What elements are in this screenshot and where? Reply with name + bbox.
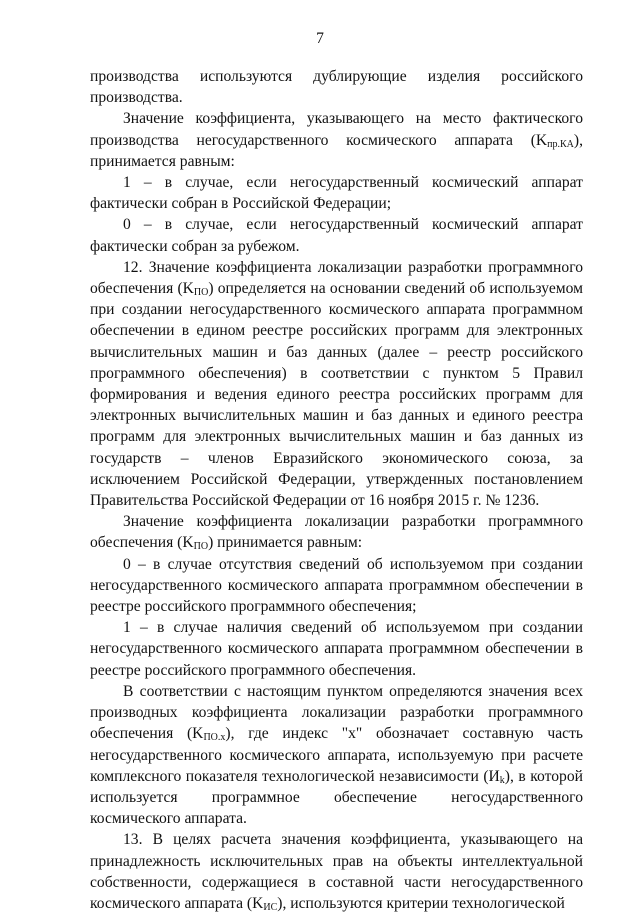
paragraph-value-one-russia: 1 – в случае, если негосударственный космический аппарат фактически собран в Российской Федерации; [90,174,583,213]
paragraph-continuation: производства используются дублирующие изделия российского производства. [90,68,583,107]
paragraph-item-12: 12. Значение коэффициента локализации разработки программного обеспечения $(K_{ПО})$ определяется на основании сведений об используемом при создании негосударственного космического аппарата программном обеспечении в едином реестре российских программ для электронных вычислительных машин и баз данных (далее – реестр российского программного обеспечения) в соответствии с пунктом 5 Правил формирования и ведения единого реестра российских программ для электронных вычислительных машин и баз данных и единого реестра программ для электронных вычислительных машин и баз данных из государств – членов Евразийского экономического союза, за исключением Российской Федерации, утвержденных постановлением Правительства Российской Федерации от 16 ноября 2015 г. № 1236. [90,258,583,510]
paragraph-value-zero-software: 0 – в случае отсутствия сведений об используемом при создании негосударственного космического аппарата программном обеспечении в реестре российского программного обеспечения; [90,555,583,616]
paragraph-software-coefficient: Значение коэффициента локализации разработки программного обеспечения $(K_{ПО})$ принимается равным: [90,513,583,553]
document-body [90,66,583,914]
page-number: 7 [316,30,324,47]
paragraph-item-13: 13. В целях расчета значения коэффициента, указывающего на принадлежность исключительных прав на объекты интеллектуальной собственности, содержащиеся в составной части негосударственного космического аппарата $(K_{ИС})$, используются критерии технологической [90,831,583,913]
paragraph-value-one-software: 1 – в случае наличия сведений об используемом при создании негосударственного космического аппарата программном обеспечении в реестре российского программного обеспечения. [90,619,583,679]
paragraph-value-zero-abroad: 0 – в случае, если негосударственный космический аппарат фактически собран за рубежом. [90,216,583,255]
paragraph-derived-coefficients: В соответствии с настоящим пунктом определяются значения всех производных коэффициента локализации разработки программного обеспечения $(K_{ПО.х})$, где индекс "х" обозначает составную часть негосударственного космического аппарата, используемую при расчете комплексного показателя технологической независимости $(И_k)$, в которой используется программное обеспечение негосударственного космического аппарата. [90,682,583,828]
paragraph-production-coefficient: Значение коэффициента, указывающего на место фактического производства негосударственного космического аппарата $(K_{пр.КА})$, принимается равным: [90,110,583,170]
